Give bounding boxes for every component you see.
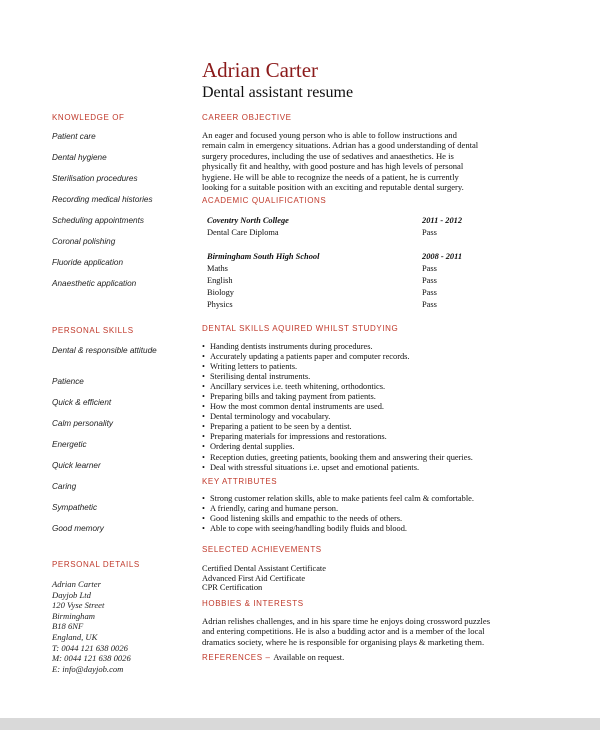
list-item: • Deal with stressful situations i.e. upset and emotional patients.: [202, 463, 542, 473]
skill-item: Good memory: [52, 524, 104, 533]
knowledge-item: Recording medical histories: [52, 195, 153, 204]
references-line: [202, 653, 344, 662]
college-years: 2011 - 2012: [422, 216, 463, 225]
career-objective-heading: CAREER OBJECTIVE: [202, 113, 292, 122]
knowledge-item: Patient care: [52, 132, 96, 141]
skill-item: Sympathetic: [52, 503, 98, 512]
achievements-list: [202, 564, 326, 593]
list-item: • Handing dentists instruments during procedures.: [202, 342, 542, 352]
subject-name: Biology: [207, 288, 234, 297]
objective-line: looking for a suitable position with an exciting and reputable dental surgery.: [202, 182, 464, 193]
subject-name: Physics: [207, 300, 233, 309]
skill-item: Caring: [52, 482, 77, 491]
personal-skills-heading: PERSONAL SKILLS: [52, 326, 134, 335]
subject-name: English: [207, 276, 233, 285]
hobbies-heading: HOBBIES & INTERESTS: [202, 599, 304, 608]
skill-item: Calm personality: [52, 419, 113, 428]
list-item: • Ordering dental supplies.: [202, 442, 542, 452]
college-result: Pass: [422, 228, 437, 237]
knowledge-item: Scheduling appointments: [52, 216, 144, 225]
references-label: REFERENCES: [202, 653, 263, 662]
skill-item: Energetic: [52, 440, 87, 449]
key-attributes-list: [202, 494, 542, 534]
objective-line: surgery procedures, including the use of sedatives and anaesthetics. He is: [202, 150, 454, 161]
knowledge-item: Sterilisation procedures: [52, 174, 138, 183]
resume-title: Dental assistant resume: [202, 84, 354, 101]
hobbies-line: dramatics society, where he is responsible for organising plays & marketing them.: [202, 636, 485, 647]
detail-country: England, UK: [52, 631, 98, 642]
subject-result: Pass: [422, 276, 437, 285]
list-item: • Preparing a patient to be seen by a dentist.: [202, 422, 542, 432]
list-item: • Preparing materials for impressions and restorations.: [202, 432, 542, 442]
skill-item: Patience: [52, 377, 84, 386]
references-separator: –: [262, 653, 274, 662]
achievements-heading: SELECTED ACHIEVEMENTS: [202, 545, 322, 554]
academic-qualifications-heading: ACADEMIC QUALIFICATIONS: [202, 196, 327, 205]
key-attributes-heading: KEY ATTRIBUTES: [202, 477, 278, 486]
career-objective-text: [202, 130, 532, 192]
objective-line: hygiene. He will be able to recognize the needs of a patient, he is currently: [202, 171, 459, 182]
knowledge-item: Dental hygiene: [52, 153, 107, 162]
list-item: • Good listening skills and empathic to the needs of others.: [202, 514, 542, 524]
page-bottom-edge: [0, 718, 600, 730]
hobbies-line: and entering competitions. He is also a budding actor and is a member of the local: [202, 626, 485, 637]
college-name: Coventry North College: [207, 216, 289, 225]
subject-result: Pass: [422, 264, 437, 273]
list-item: • Reception duties, greeting patients, booking them and answering their queries.: [202, 453, 542, 463]
achievement-item: Advanced First Aid Certificate: [202, 573, 306, 583]
list-item: • Ancillary services i.e. teeth whitening, orthodontics.: [202, 382, 542, 392]
hobbies-line: Adrian relishes challenges, and in his spare time he enjoys doing crossword puzzles: [202, 616, 491, 626]
list-item: • Writing letters to patients.: [202, 362, 542, 372]
list-item: • Dental terminology and vocabulary.: [202, 412, 542, 422]
personal-details: [52, 579, 131, 674]
detail-postcode: B18 6NF: [52, 621, 84, 632]
subject-result: Pass: [422, 300, 437, 309]
list-item: • Accurately updating a patients paper and computer records.: [202, 352, 542, 362]
detail-street: 120 Vyse Street: [52, 600, 105, 611]
objective-line: remain calm in emergency situations. Adrian has a good understanding of dental: [202, 140, 479, 151]
objective-line: An eager and focused young person who is able to follow instructions and: [202, 130, 457, 140]
knowledge-item: Fluoride application: [52, 258, 124, 267]
school-years: 2008 - 2011: [422, 252, 463, 261]
personal-details-heading: PERSONAL DETAILS: [52, 560, 140, 569]
candidate-name: Adrian Carter: [202, 58, 319, 82]
school-name: Birmingham South High School: [207, 252, 320, 261]
list-item: • Preparing bills and taking payment from patients.: [202, 392, 542, 402]
skill-item: Dental & responsible attitude: [52, 346, 157, 355]
detail-city: Birmingham: [52, 610, 95, 621]
skill-item: Quick & efficient: [52, 398, 112, 407]
subject-result: Pass: [422, 288, 437, 297]
list-item: • A friendly, caring and humane person.: [202, 504, 542, 514]
dental-skills-list: [202, 342, 542, 473]
achievement-item: CPR Certification: [202, 583, 263, 593]
dental-skills-heading: DENTAL SKILLS AQUIRED WHILST STUDYING: [202, 324, 399, 333]
college-course: Dental Care Diploma: [207, 228, 279, 237]
detail-name: Adrian Carter: [52, 579, 101, 589]
list-item: • Able to cope with seeing/handling bodily fluids and blood.: [202, 524, 542, 534]
detail-mobile: M: 0044 121 638 0026: [52, 653, 131, 664]
achievement-item: Certified Dental Assistant Certificate: [202, 564, 326, 573]
list-item: • Strong customer relation skills, able to make patients feel calm & comfortable.: [202, 494, 542, 504]
knowledge-item: Coronal polishing: [52, 237, 116, 246]
detail-company: Dayjob Ltd: [52, 589, 91, 600]
detail-email: E: info@dayjob.com: [52, 663, 124, 674]
list-item: • How the most common dental instruments are used.: [202, 402, 542, 412]
knowledge-heading: KNOWLEDGE OF: [52, 113, 125, 122]
detail-telephone: T: 0044 121 638 0026: [52, 642, 128, 653]
list-item: • Sterilising dental instruments.: [202, 372, 542, 382]
skill-item: Quick learner: [52, 461, 101, 470]
subject-name: Maths: [207, 264, 228, 273]
knowledge-item: Anaesthetic application: [52, 279, 137, 288]
references-text: Available on request.: [273, 653, 345, 662]
objective-line: physically fit and healthy, with good posture and has high levels of personal: [202, 161, 464, 172]
hobbies-text: [202, 616, 547, 647]
